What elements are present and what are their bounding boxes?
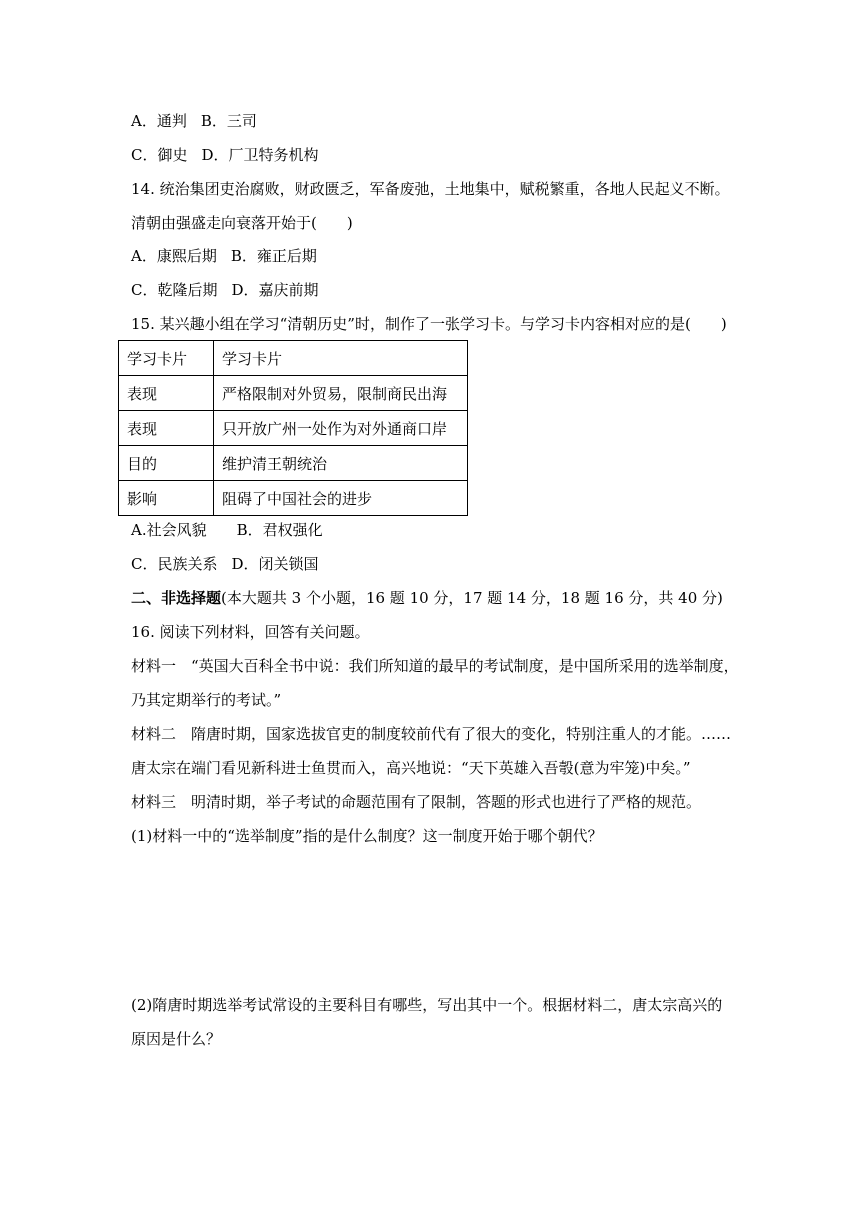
table-cell: 学习卡片 — [119, 341, 214, 376]
q15-option-d: D．闭关锁国 — [231, 555, 319, 573]
q13-option-c: C．御史 — [131, 146, 188, 164]
q13-option-d: D．厂卫特务机构 — [201, 146, 319, 164]
q16-material2-line1: 材料二 隋唐时期，国家选拔官吏的制度较前代有了很大的变化，特别注重人的才能。…… — [131, 725, 732, 743]
section2-heading: 二、非选择题 — [131, 589, 222, 607]
q16-material1-line2: 乃其定期举行的考试。” — [131, 691, 282, 709]
q14-option-b: B．雍正后期 — [230, 247, 317, 265]
q15-option-a: A.社会风貌 — [131, 521, 207, 539]
q16-subquestion-1: (1)材料一中的“选举制度”指的是什么制度？这一制度开始于哪个朝代？ — [131, 827, 603, 845]
q13-options-row1 — [131, 111, 257, 131]
table-row — [119, 341, 468, 376]
q16-subquestion-2-line2: 原因是什么？ — [131, 1030, 222, 1048]
table-cell: 阻碍了中国社会的进步 — [214, 481, 468, 516]
table-cell: 影响 — [119, 481, 214, 516]
table-cell: 只开放广州一处作为对外通商口岸 — [214, 411, 468, 446]
q16-material3-line1: 材料三 明清时期，举子考试的命题范围有了限制，答题的形式也进行了严格的规范。 — [131, 793, 702, 811]
q15-options-row2 — [131, 554, 319, 574]
table-cell: 表现 — [119, 376, 214, 411]
q14-options-row1 — [131, 246, 317, 266]
table-row — [119, 481, 468, 516]
q15-option-c: C．民族关系 — [131, 555, 218, 573]
table-cell: 表现 — [119, 411, 214, 446]
section2-heading-line — [131, 588, 723, 608]
q13-option-a: A．通判 — [131, 112, 187, 130]
table-cell: 严格限制对外贸易，限制商民出海 — [214, 376, 468, 411]
table-cell: 维护清王朝统治 — [214, 446, 468, 481]
q15-stem: 15. 某兴趣小组在学习“清朝历史”时，制作了一张学习卡。与学习卡内容相对应的是( ) — [131, 315, 727, 333]
q15-option-b: B．君权强化 — [236, 521, 323, 539]
q13-option-b: B．三司 — [200, 112, 257, 130]
table-cell: 目的 — [119, 446, 214, 481]
q14-option-c: C．乾隆后期 — [131, 281, 218, 299]
study-card-table — [118, 340, 468, 516]
q16-stem: 16. 阅读下列材料，回答有关问题。 — [131, 623, 370, 641]
q15-options-row1 — [131, 520, 323, 540]
q13-options-row2 — [131, 145, 319, 165]
q14-stem-line2: 清朝由强盛走向衰落开始于( ) — [131, 214, 353, 232]
table-cell: 学习卡片 — [214, 341, 468, 376]
table-row — [119, 446, 468, 481]
q14-stem-line1: 14. 统治集团吏治腐败，财政匮乏，军备废弛，土地集中，赋税繁重，各地人民起义不断。 — [131, 180, 730, 198]
q14-option-a: A．康熙后期 — [131, 247, 217, 265]
q16-subquestion-2-line1: (2)隋唐时期选举考试常设的主要科目有哪些，写出其中一个。根据材料二，唐太宗高兴的 — [131, 996, 723, 1014]
q16-material2-line2: 唐太宗在端门看见新科进士鱼贯而入，高兴地说：“天下英雄入吾彀(意为牢笼)中矣。” — [131, 759, 691, 777]
q14-options-row2 — [131, 280, 319, 300]
section2-note: (本大题共 3 个小题，16 题 10 分，17 题 14 分，18 题 16 分，共 40 分) — [221, 589, 723, 607]
q14-option-d: D．嘉庆前期 — [231, 281, 319, 299]
table-row — [119, 411, 468, 446]
table-row — [119, 376, 468, 411]
q16-material1-line1: 材料一 “英国大百科全书中说：我们所知道的最早的考试制度，是中国所采用的选举制度， — [131, 657, 739, 675]
